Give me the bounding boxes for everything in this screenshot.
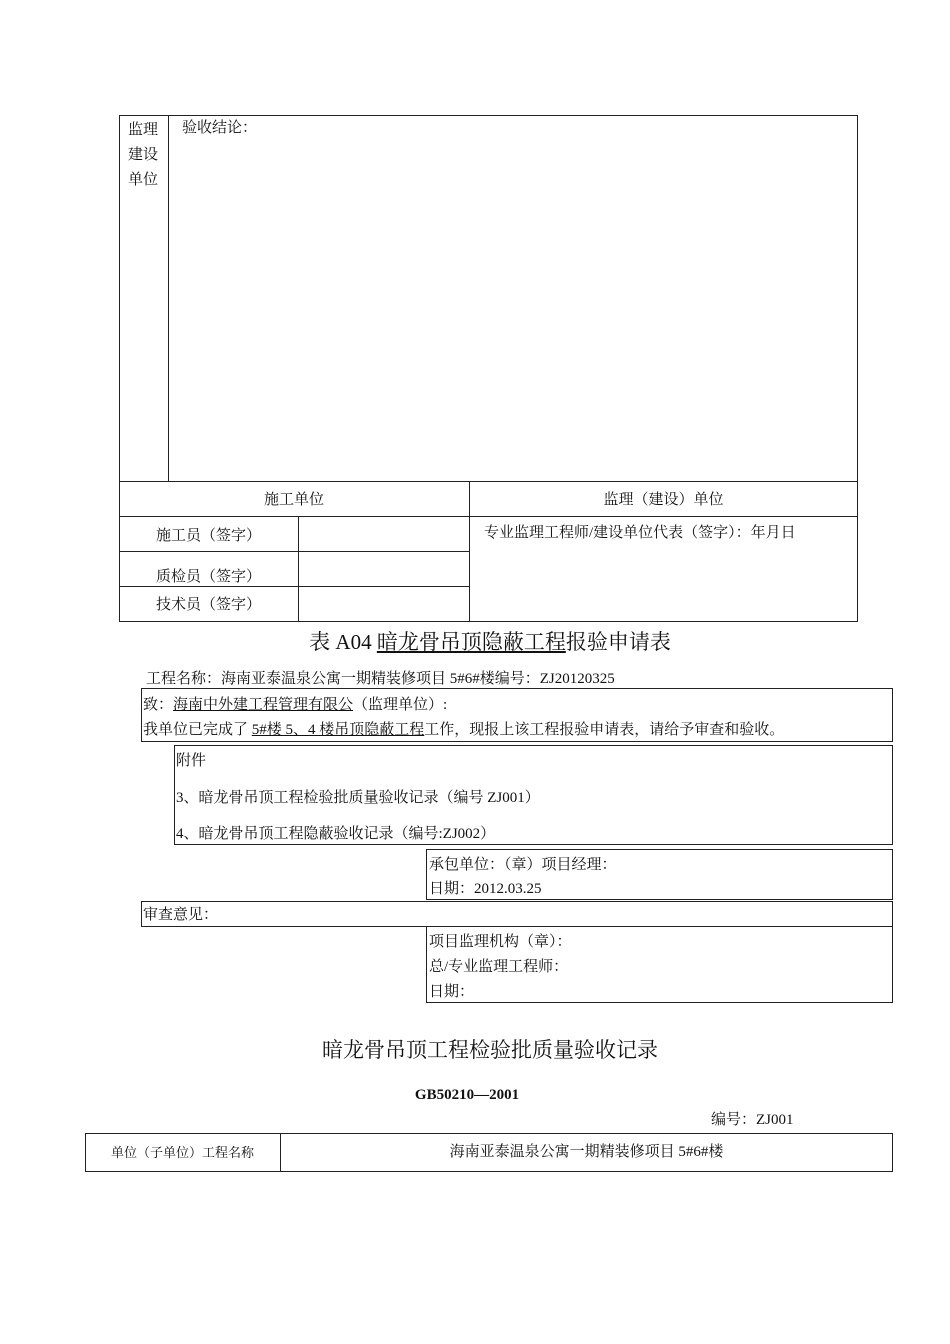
side-label: 监理 xyxy=(128,122,159,138)
conclusion-label: 验收结论： xyxy=(182,120,258,136)
unit-value: 海南亚泰温泉公寓一期精装修项目 5#6#楼 xyxy=(449,1144,724,1160)
review-box xyxy=(141,901,893,927)
statement-line xyxy=(143,721,784,739)
divider xyxy=(298,516,299,622)
table-border xyxy=(119,115,858,622)
supervisor-sign-label: 专业监理工程师/建设单位代表（签字）：年月日 xyxy=(484,525,796,541)
attachments-label: 附件 xyxy=(176,753,207,769)
statement-suffix: 工作，现报上该工程报验申请表，请给予审查和验收。 xyxy=(424,722,785,738)
divider xyxy=(119,551,469,552)
statement-underlined: 5#楼 5、4 楼吊顶隐蔽工程 xyxy=(251,722,425,738)
unit-label: 单位（子单位）工程名称 xyxy=(110,1145,254,1160)
statement-prefix: 我单位已完成了 xyxy=(143,722,252,738)
form-title-prefix: 表 A04 xyxy=(309,630,377,654)
divider xyxy=(168,115,169,481)
to-suffix: （监理单位）: xyxy=(353,697,448,713)
divider xyxy=(119,481,858,482)
form-title-underlined: 暗龙骨吊顶隐蔽工程 xyxy=(376,630,566,654)
review-date: 日期： xyxy=(429,984,475,1000)
technician-sign-label: 技术员（签字） xyxy=(155,597,261,613)
attachment-item: 4、暗龙骨吊顶工程隐蔽验收记录（编号:ZJ002） xyxy=(176,826,496,842)
review-label: 审查意见： xyxy=(143,907,219,923)
addressee-line xyxy=(143,696,447,714)
chief-engineer: 总/专业监理工程师： xyxy=(429,959,569,975)
form-title-suffix: 报验申请表 xyxy=(565,630,671,654)
contractor-line: 承包单位：（章）项目经理： xyxy=(429,857,617,873)
side-label: 单位 xyxy=(128,172,159,188)
side-label: 建设 xyxy=(128,147,159,163)
attachment-item: 3、暗龙骨吊顶工程检验批质量验收记录（编号 ZJ001） xyxy=(176,790,540,806)
inspector-sign-label: 质检员（签字） xyxy=(155,569,261,585)
record-number: 编号：ZJ001 xyxy=(711,1112,794,1128)
contractor-date: 日期：2012.03.25 xyxy=(429,881,542,897)
contractor-header: 施工单位 xyxy=(263,492,324,508)
form-title xyxy=(0,629,950,655)
supervisor-header: 监理（建设）单位 xyxy=(603,492,724,508)
divider xyxy=(119,586,469,587)
to-company: 海南中外建工程管理有限公 xyxy=(173,697,354,713)
standard-code: GB50210—2001 xyxy=(414,1087,520,1103)
to-prefix: 致： xyxy=(143,697,174,713)
supervision-org: 项目监理机构（章）： xyxy=(429,934,572,950)
divider xyxy=(119,516,858,517)
constructor-sign-label: 施工员（签字） xyxy=(155,528,261,544)
record-title: 暗龙骨吊顶工程检验批质量验收记录 xyxy=(322,1038,658,1062)
project-line: 工程名称：海南亚泰温泉公寓一期精装修项目 5#6#楼编号：ZJ20120325 xyxy=(146,671,615,687)
